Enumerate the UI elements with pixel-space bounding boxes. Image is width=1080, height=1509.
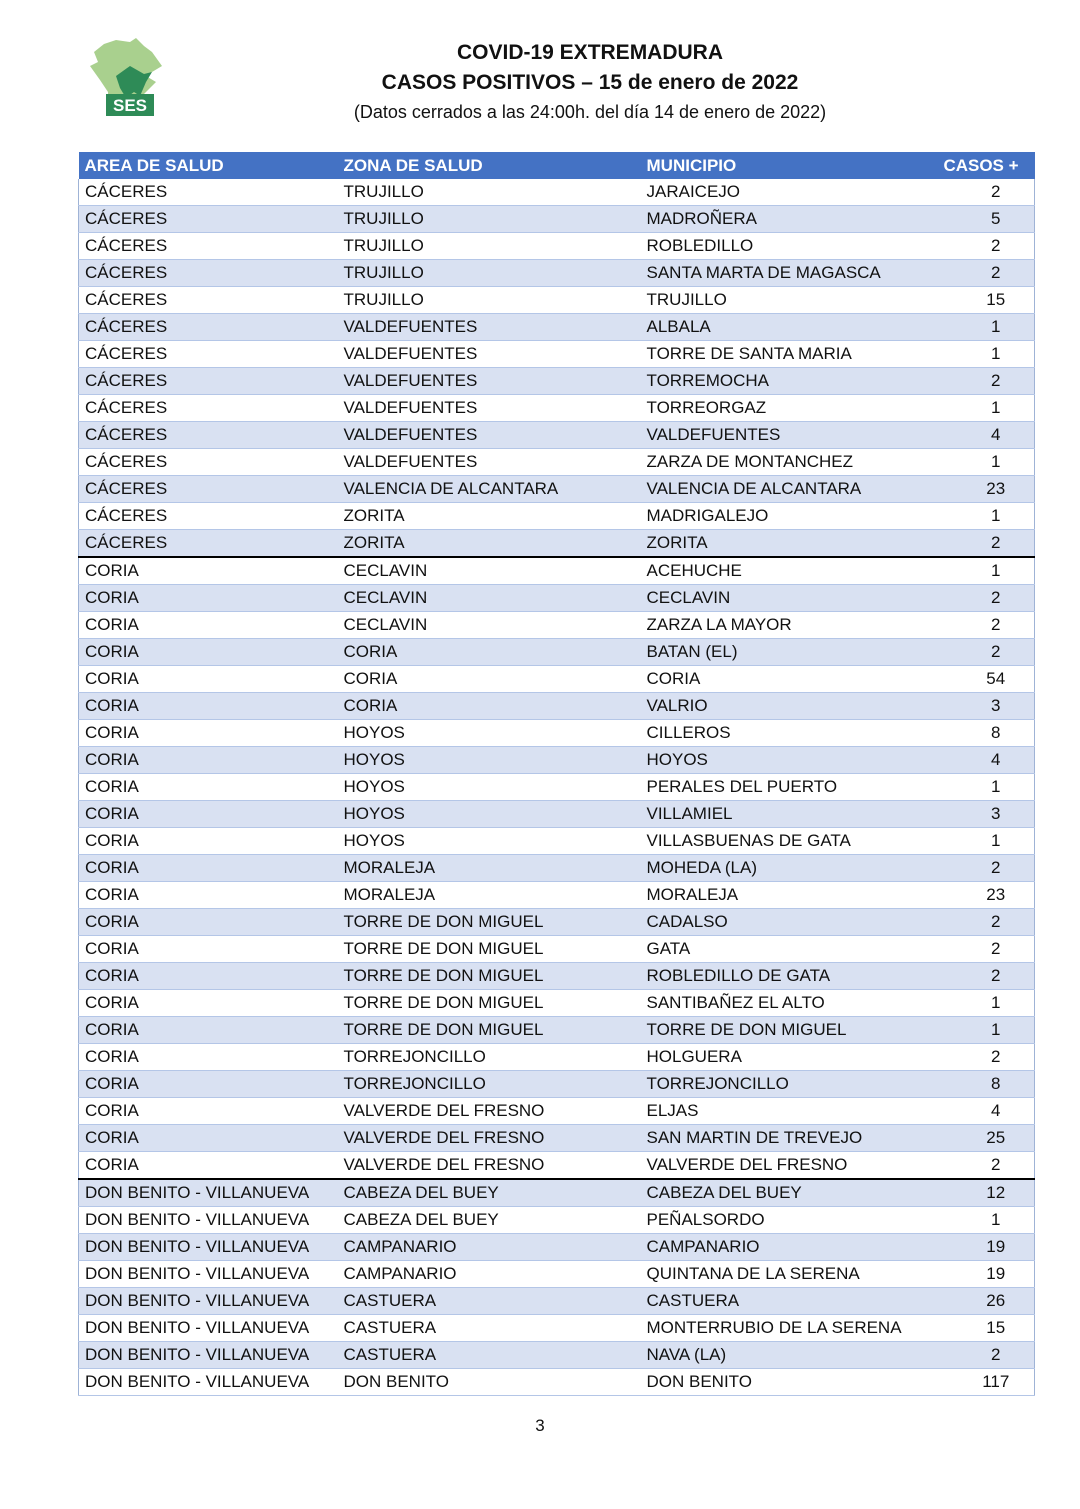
cell-casos: 3	[928, 693, 1035, 720]
cell-municipio: ZARZA LA MAYOR	[641, 612, 928, 639]
cell-municipio: TORRE DE SANTA MARIA	[641, 341, 928, 368]
cell-area: CÁCERES	[79, 476, 338, 503]
cell-municipio: DON BENITO	[641, 1369, 928, 1396]
table-row	[79, 476, 1035, 503]
table-row	[79, 314, 1035, 341]
cell-zona: VALVERDE DEL FRESNO	[338, 1098, 641, 1125]
cell-area: CORIA	[79, 612, 338, 639]
cell-municipio: HOYOS	[641, 747, 928, 774]
cell-zona: ZORITA	[338, 530, 641, 558]
cell-zona: HOYOS	[338, 828, 641, 855]
cell-zona: HOYOS	[338, 720, 641, 747]
cell-casos: 2	[928, 585, 1035, 612]
cell-casos: 25	[928, 1125, 1035, 1152]
cell-casos: 1	[928, 1207, 1035, 1234]
cell-area: CORIA	[79, 1152, 338, 1180]
cell-area: CORIA	[79, 1125, 338, 1152]
cell-casos: 2	[928, 963, 1035, 990]
cell-area: CÁCERES	[79, 368, 338, 395]
table-row	[79, 747, 1035, 774]
column-header-municipio: MUNICIPIO	[641, 152, 928, 179]
cell-casos: 2	[928, 909, 1035, 936]
table-row	[79, 179, 1035, 206]
cell-area: CORIA	[79, 828, 338, 855]
cell-casos: 8	[928, 1071, 1035, 1098]
logo-text: SES	[112, 96, 148, 115]
cell-casos: 1	[928, 314, 1035, 341]
cell-area: CÁCERES	[79, 503, 338, 530]
cell-casos: 2	[928, 260, 1035, 287]
cell-casos: 15	[928, 287, 1035, 314]
cell-casos: 26	[928, 1288, 1035, 1315]
cell-zona: HOYOS	[338, 774, 641, 801]
cell-area: CORIA	[79, 557, 338, 585]
cell-zona: TORRE DE DON MIGUEL	[338, 990, 641, 1017]
table-row	[79, 1044, 1035, 1071]
cell-zona: CAMPANARIO	[338, 1261, 641, 1288]
cell-area: CORIA	[79, 990, 338, 1017]
cell-municipio: CASTUERA	[641, 1288, 928, 1315]
cell-zona: MORALEJA	[338, 855, 641, 882]
cell-municipio: VALDEFUENTES	[641, 422, 928, 449]
cell-zona: VALDEFUENTES	[338, 341, 641, 368]
cell-zona: CORIA	[338, 693, 641, 720]
cell-area: CORIA	[79, 585, 338, 612]
cell-municipio: NAVA (LA)	[641, 1342, 928, 1369]
cell-zona: TRUJILLO	[338, 206, 641, 233]
table-row	[79, 612, 1035, 639]
cell-area: CORIA	[79, 639, 338, 666]
table-row	[79, 1152, 1035, 1180]
cell-area: DON BENITO - VILLANUEVA	[79, 1179, 338, 1207]
cell-casos: 3	[928, 801, 1035, 828]
cell-municipio: CADALSO	[641, 909, 928, 936]
table-header-row	[79, 152, 1035, 179]
cell-zona: VALVERDE DEL FRESNO	[338, 1125, 641, 1152]
table-row	[79, 1125, 1035, 1152]
cell-zona: CABEZA DEL BUEY	[338, 1207, 641, 1234]
table-row	[79, 720, 1035, 747]
table-row	[79, 287, 1035, 314]
table-row	[79, 1261, 1035, 1288]
table-row	[79, 990, 1035, 1017]
ses-logo	[86, 36, 166, 120]
cell-area: CORIA	[79, 666, 338, 693]
cell-casos: 1	[928, 341, 1035, 368]
cell-zona: TRUJILLO	[338, 179, 641, 206]
cell-casos: 1	[928, 774, 1035, 801]
cell-casos: 54	[928, 666, 1035, 693]
cell-municipio: PERALES DEL PUERTO	[641, 774, 928, 801]
cell-zona: VALVERDE DEL FRESNO	[338, 1152, 641, 1180]
cell-zona: TORREJONCILLO	[338, 1071, 641, 1098]
cell-municipio: MADRIGALEJO	[641, 503, 928, 530]
table-row	[79, 1288, 1035, 1315]
table-row	[79, 1369, 1035, 1396]
cell-casos: 8	[928, 720, 1035, 747]
cell-area: CÁCERES	[79, 449, 338, 476]
cell-casos: 19	[928, 1261, 1035, 1288]
table-row	[79, 666, 1035, 693]
table-row	[79, 422, 1035, 449]
column-header-casos: CASOS +	[928, 152, 1035, 179]
cell-zona: VALDEFUENTES	[338, 368, 641, 395]
cell-casos: 1	[928, 557, 1035, 585]
cell-zona: CORIA	[338, 639, 641, 666]
cell-casos: 2	[928, 530, 1035, 558]
cell-area: CÁCERES	[79, 530, 338, 558]
table-row	[79, 639, 1035, 666]
table-row	[79, 693, 1035, 720]
cell-area: CÁCERES	[79, 287, 338, 314]
cell-zona: CASTUERA	[338, 1288, 641, 1315]
cell-zona: TORRE DE DON MIGUEL	[338, 936, 641, 963]
cell-area: CORIA	[79, 963, 338, 990]
page-number: 3	[535, 1416, 545, 1435]
table-row	[79, 530, 1035, 558]
cases-table	[78, 152, 1035, 1396]
cell-zona: TORREJONCILLO	[338, 1044, 641, 1071]
cell-area: DON BENITO - VILLANUEVA	[79, 1315, 338, 1342]
cell-casos: 12	[928, 1179, 1035, 1207]
cell-municipio: CORIA	[641, 666, 928, 693]
cell-municipio: CAMPANARIO	[641, 1234, 928, 1261]
cell-municipio: TORRE DE DON MIGUEL	[641, 1017, 928, 1044]
cell-casos: 1	[928, 828, 1035, 855]
table-row	[79, 1315, 1035, 1342]
cell-area: DON BENITO - VILLANUEVA	[79, 1369, 338, 1396]
cell-municipio: ACEHUCHE	[641, 557, 928, 585]
cell-municipio: ZARZA DE MONTANCHEZ	[641, 449, 928, 476]
cell-municipio: MONTERRUBIO DE LA SERENA	[641, 1315, 928, 1342]
cell-municipio: MOHEDA (LA)	[641, 855, 928, 882]
cell-area: DON BENITO - VILLANUEVA	[79, 1261, 338, 1288]
cell-area: CORIA	[79, 855, 338, 882]
subtitle: (Datos cerrados a las 24:00h. del día 14 de enero de 2022)	[353, 102, 827, 122]
cell-area: CORIA	[79, 747, 338, 774]
cell-municipio: BATAN (EL)	[641, 639, 928, 666]
cell-casos: 1	[928, 1017, 1035, 1044]
cell-zona: TRUJILLO	[338, 233, 641, 260]
cell-zona: CORIA	[338, 666, 641, 693]
cell-casos: 1	[928, 449, 1035, 476]
cell-municipio: VALENCIA DE ALCANTARA	[641, 476, 928, 503]
table-row	[79, 909, 1035, 936]
cell-area: CORIA	[79, 1098, 338, 1125]
cell-area: CORIA	[79, 720, 338, 747]
cell-zona: CECLAVIN	[338, 612, 641, 639]
cell-casos: 4	[928, 422, 1035, 449]
cell-area: CÁCERES	[79, 179, 338, 206]
cell-zona: CABEZA DEL BUEY	[338, 1179, 641, 1207]
cell-casos: 117	[928, 1369, 1035, 1396]
cell-zona: TORRE DE DON MIGUEL	[338, 1017, 641, 1044]
cell-zona: VALDEFUENTES	[338, 395, 641, 422]
table-row	[79, 449, 1035, 476]
table-body	[79, 179, 1035, 1396]
column-header-area: AREA DE SALUD	[79, 152, 338, 179]
cell-municipio: ELJAS	[641, 1098, 928, 1125]
cell-municipio: CILLEROS	[641, 720, 928, 747]
cell-casos: 2	[928, 1152, 1035, 1180]
table-row	[79, 368, 1035, 395]
cell-zona: CECLAVIN	[338, 557, 641, 585]
table-row	[79, 1017, 1035, 1044]
table-row	[79, 1179, 1035, 1207]
cell-area: CORIA	[79, 936, 338, 963]
cell-zona: VALDEFUENTES	[338, 422, 641, 449]
cell-area: CORIA	[79, 1071, 338, 1098]
cell-casos: 2	[928, 179, 1035, 206]
cell-zona: CASTUERA	[338, 1315, 641, 1342]
cell-area: CORIA	[79, 801, 338, 828]
cell-municipio: TORREORGAZ	[641, 395, 928, 422]
cell-municipio: ROBLEDILLO	[641, 233, 928, 260]
cell-area: CORIA	[79, 774, 338, 801]
cell-municipio: MADROÑERA	[641, 206, 928, 233]
cell-municipio: ZORITA	[641, 530, 928, 558]
cell-municipio: VALRIO	[641, 693, 928, 720]
title-line-2: CASOS POSITIVOS – 15 de enero de 2022	[381, 71, 799, 94]
table-row	[79, 557, 1035, 585]
cell-casos: 2	[928, 1044, 1035, 1071]
cell-area: DON BENITO - VILLANUEVA	[79, 1288, 338, 1315]
cell-municipio: VALVERDE DEL FRESNO	[641, 1152, 928, 1180]
cell-municipio: TORREMOCHA	[641, 368, 928, 395]
cell-municipio: JARAICEJO	[641, 179, 928, 206]
cell-area: CORIA	[79, 882, 338, 909]
table-row	[79, 855, 1035, 882]
table-row	[79, 882, 1035, 909]
cell-casos: 2	[928, 368, 1035, 395]
table-row	[79, 1098, 1035, 1125]
cell-area: CÁCERES	[79, 314, 338, 341]
cell-municipio: QUINTANA DE LA SERENA	[641, 1261, 928, 1288]
cell-zona: VALDEFUENTES	[338, 449, 641, 476]
table-row	[79, 963, 1035, 990]
cell-municipio: VILLASBUENAS DE GATA	[641, 828, 928, 855]
cell-casos: 1	[928, 990, 1035, 1017]
cell-zona: HOYOS	[338, 747, 641, 774]
cell-casos: 4	[928, 1098, 1035, 1125]
cell-zona: TRUJILLO	[338, 260, 641, 287]
table-row	[79, 828, 1035, 855]
table-row	[79, 585, 1035, 612]
cell-area: CÁCERES	[79, 260, 338, 287]
table-row	[79, 206, 1035, 233]
cell-municipio: ALBALA	[641, 314, 928, 341]
cell-zona: DON BENITO	[338, 1369, 641, 1396]
cell-municipio: GATA	[641, 936, 928, 963]
table-row	[79, 1234, 1035, 1261]
table-row	[79, 341, 1035, 368]
cell-area: CORIA	[79, 909, 338, 936]
table-row	[79, 395, 1035, 422]
table-row	[79, 801, 1035, 828]
table-row	[79, 936, 1035, 963]
cell-zona: TORRE DE DON MIGUEL	[338, 963, 641, 990]
cell-municipio: VILLAMIEL	[641, 801, 928, 828]
cell-casos: 1	[928, 503, 1035, 530]
cell-casos: 2	[928, 233, 1035, 260]
cell-area: DON BENITO - VILLANUEVA	[79, 1234, 338, 1261]
table-row	[79, 1342, 1035, 1369]
cell-area: DON BENITO - VILLANUEVA	[79, 1207, 338, 1234]
column-header-zona: ZONA DE SALUD	[338, 152, 641, 179]
cell-area: CORIA	[79, 1017, 338, 1044]
cell-casos: 23	[928, 476, 1035, 503]
cell-casos: 15	[928, 1315, 1035, 1342]
table-row	[79, 774, 1035, 801]
cell-municipio: MORALEJA	[641, 882, 928, 909]
cell-area: CÁCERES	[79, 206, 338, 233]
cell-area: CORIA	[79, 693, 338, 720]
cell-zona: TORRE DE DON MIGUEL	[338, 909, 641, 936]
cell-municipio: SANTIBAÑEZ EL ALTO	[641, 990, 928, 1017]
cell-casos: 2	[928, 639, 1035, 666]
cell-zona: VALENCIA DE ALCANTARA	[338, 476, 641, 503]
cell-area: CÁCERES	[79, 395, 338, 422]
cell-municipio: PEÑALSORDO	[641, 1207, 928, 1234]
cell-zona: HOYOS	[338, 801, 641, 828]
cell-municipio: SANTA MARTA DE MAGASCA	[641, 260, 928, 287]
table-row	[79, 233, 1035, 260]
cell-casos: 2	[928, 855, 1035, 882]
cell-area: DON BENITO - VILLANUEVA	[79, 1342, 338, 1369]
table-row	[79, 503, 1035, 530]
cell-zona: MORALEJA	[338, 882, 641, 909]
cell-casos: 23	[928, 882, 1035, 909]
title-line-1: COVID-19 EXTREMADURA	[456, 41, 724, 64]
cell-area: CÁCERES	[79, 233, 338, 260]
table-row	[79, 260, 1035, 287]
cell-casos: 2	[928, 1342, 1035, 1369]
cell-municipio: HOLGUERA	[641, 1044, 928, 1071]
cell-zona: CASTUERA	[338, 1342, 641, 1369]
page-header	[250, 38, 930, 126]
cell-municipio: TRUJILLO	[641, 287, 928, 314]
cell-municipio: ROBLEDILLO DE GATA	[641, 963, 928, 990]
cell-area: CÁCERES	[79, 422, 338, 449]
cell-zona: CECLAVIN	[338, 585, 641, 612]
cell-casos: 2	[928, 612, 1035, 639]
cell-zona: ZORITA	[338, 503, 641, 530]
cell-casos: 5	[928, 206, 1035, 233]
cell-municipio: CABEZA DEL BUEY	[641, 1179, 928, 1207]
cell-municipio: SAN MARTIN DE TREVEJO	[641, 1125, 928, 1152]
table-row	[79, 1071, 1035, 1098]
cell-zona: VALDEFUENTES	[338, 314, 641, 341]
cell-zona: CAMPANARIO	[338, 1234, 641, 1261]
cell-casos: 2	[928, 936, 1035, 963]
cell-municipio: TORREJONCILLO	[641, 1071, 928, 1098]
table-row	[79, 1207, 1035, 1234]
cell-zona: TRUJILLO	[338, 287, 641, 314]
cell-casos: 19	[928, 1234, 1035, 1261]
cell-area: CÁCERES	[79, 341, 338, 368]
cell-casos: 1	[928, 395, 1035, 422]
cell-municipio: CECLAVIN	[641, 585, 928, 612]
cell-casos: 4	[928, 747, 1035, 774]
cell-area: CORIA	[79, 1044, 338, 1071]
